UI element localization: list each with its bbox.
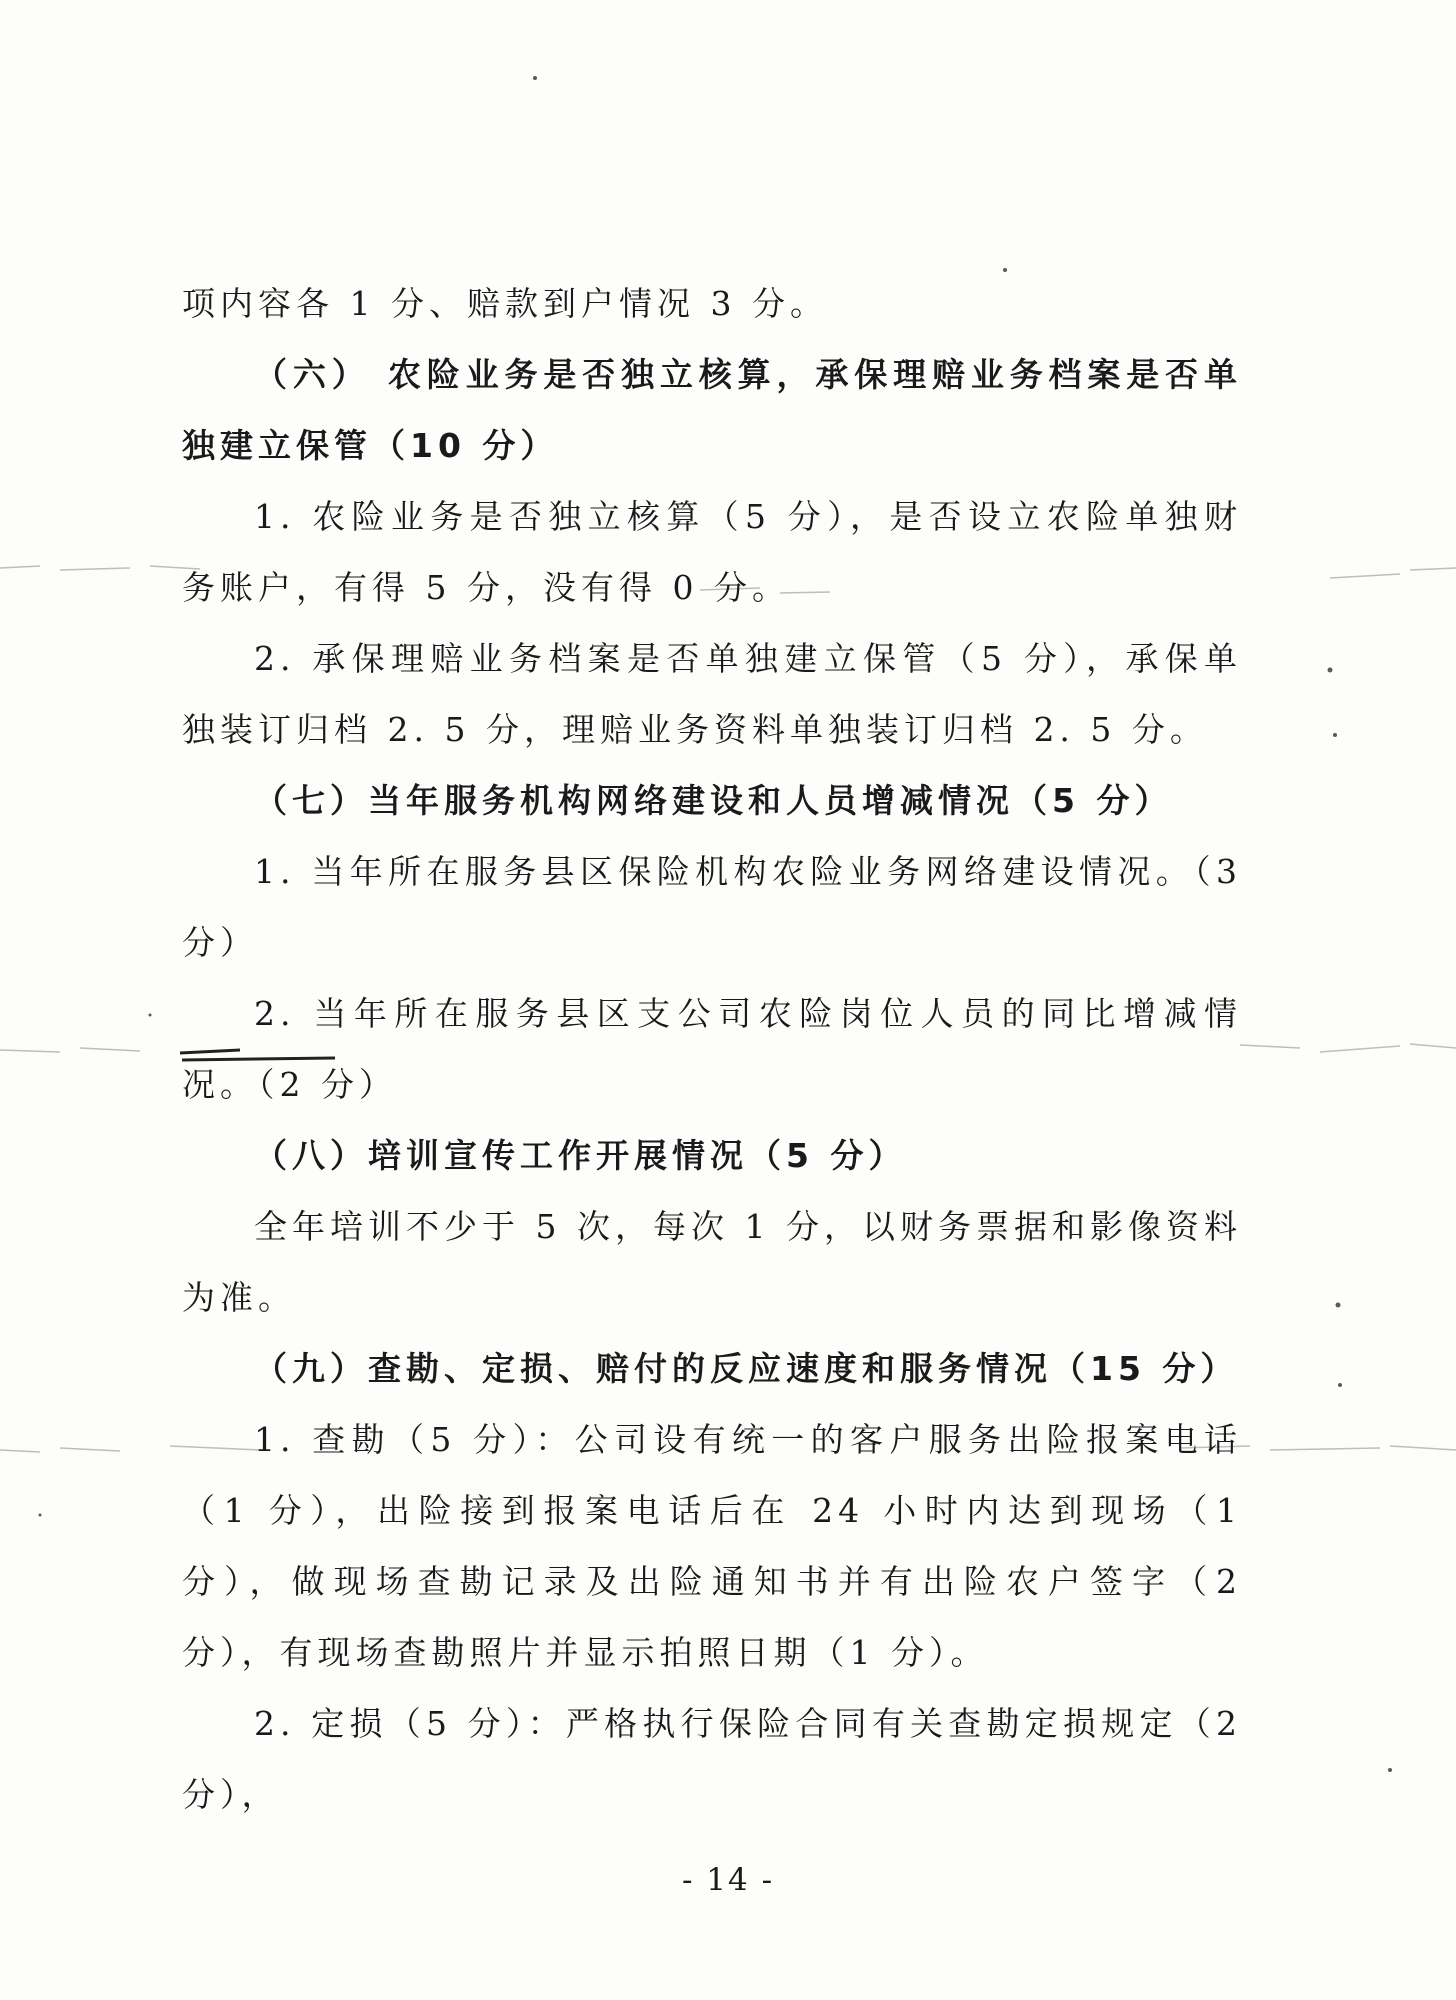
paragraph-7-1: 1. 当年所在服务县区保险机构农险业务网络建设情况。（3 分） — [182, 852, 1242, 962]
body-text — [182, 268, 1242, 1830]
section-heading-9: （九）查勘、定损、赔付的反应速度和服务情况（15 分） — [254, 1349, 1239, 1388]
paragraph-6-1: 1. 农险业务是否独立核算（5 分），是否设立农险单独财务账户，有得 5 分，没有得 0 分。 — [182, 497, 1242, 607]
section-heading-8: （八）培训宣传工作开展情况（5 分） — [254, 1136, 907, 1175]
paragraph-9-1: 1. 查勘（5 分）：公司设有统一的客户服务出险报案电话（1 分），出险接到报案电话后在 24 小时内达到现场（1 分），做现场查勘记录及出险通知书并有出险农户签字（2 分），有现场查勘照片并显示拍照日期（1 分）。 — [182, 1420, 1242, 1672]
paragraph-8: 全年培训不少于 5 次，每次 1 分，以财务票据和影像资料为准。 — [182, 1207, 1242, 1317]
paragraph-9-2: 2. 定损（5 分）：严格执行保险合同有关查勘定损规定（2 分）， — [182, 1704, 1242, 1814]
section-heading-6: （六） 农险业务是否独立核算，承保理赔业务档案是否单独建立保管（10 分） — [182, 355, 1242, 465]
paragraph-continuation: 项内容各 1 分、赔款到户情况 3 分。 — [182, 284, 828, 323]
paragraph-7-2: 2. 当年所在服务县区支公司农险岗位人员的同比增减情况。（2 分） — [182, 994, 1242, 1104]
page-number: - 14 - — [681, 1862, 775, 1898]
section-heading-7: （七）当年服务机构网络建设和人员增减情况（5 分） — [254, 781, 1173, 820]
paragraph-6-2: 2. 承保理赔业务档案是否单独建立保管（5 分），承保单独装订归档 2. 5 分，理赔业务资料单独装订归档 2. 5 分。 — [182, 639, 1242, 749]
